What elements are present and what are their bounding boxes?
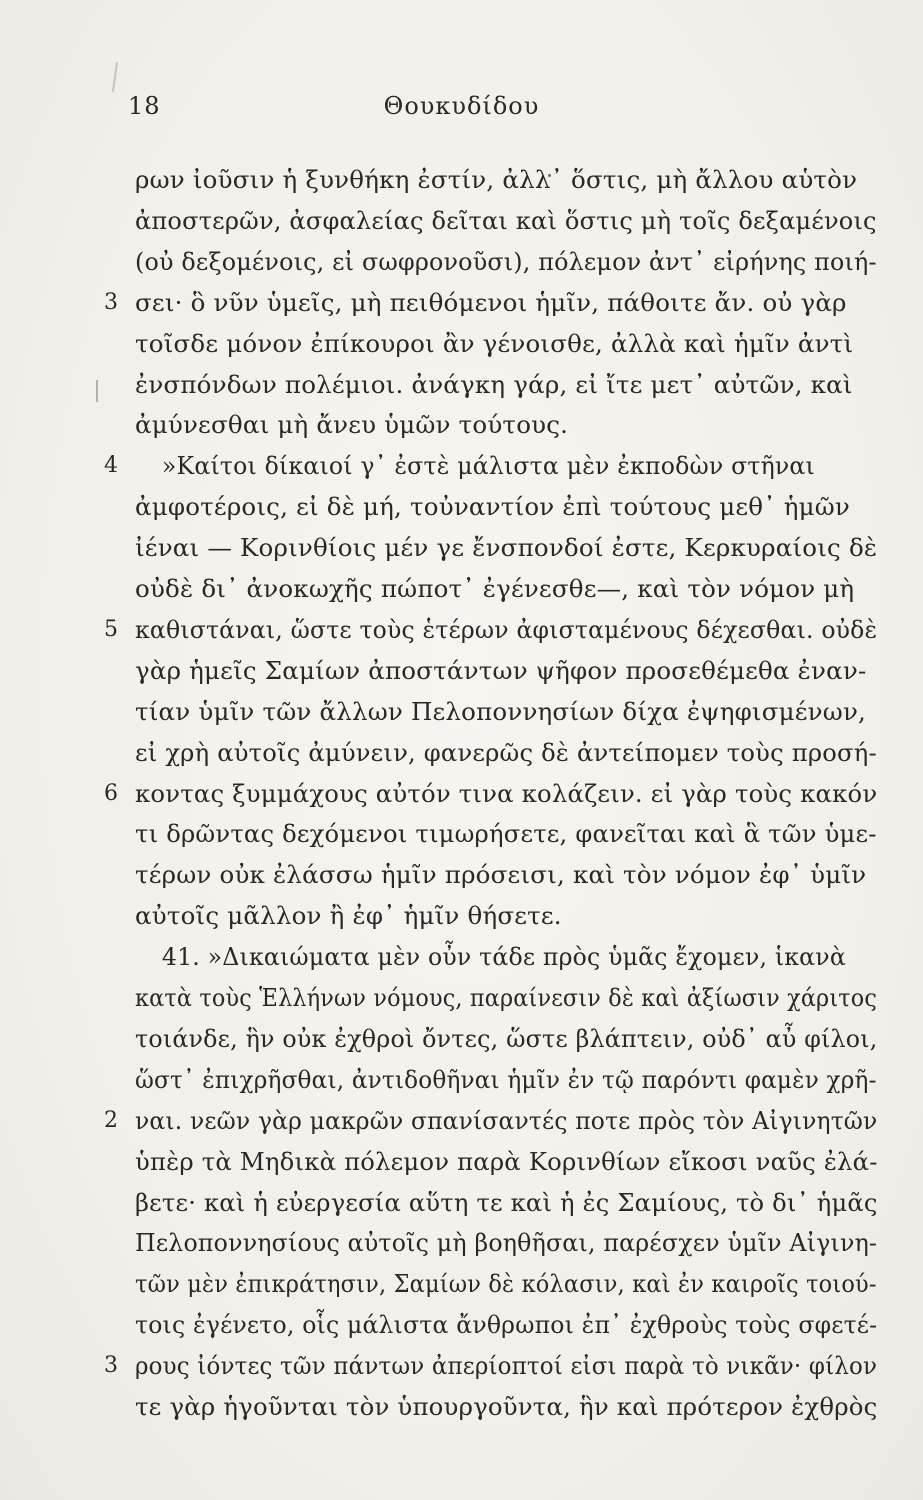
text-line: ὥστ᾿ ἐπιχρῆσθαι, ἀντιδοθῆναι ἡμῖν ἐν τῷ παρόντι φαμὲν χρῆ- — [135, 1065, 877, 1094]
edge-scratch-mark — [112, 62, 118, 92]
marginal-section-number: 4 — [104, 453, 118, 478]
text-line: Πελοποννησίους αὐτοῖς μὴ βοηθῆσαι, παρέσχεν ὑμῖν Αἰγινη- — [135, 1228, 878, 1257]
marginal-section-number: 6 — [104, 781, 118, 806]
page-number: 18 — [128, 92, 161, 120]
text-line: τέρων οὐκ ἐλάσσω ἡμῖν πρόσεισι, καὶ τὸν νόμον ἐφ᾿ ὑμῖν — [135, 860, 867, 889]
text-line: καθιστάναι, ὥστε τοὺς ἑτέρων ἀφισταμένους δέχεσθαι. οὐδὲ — [135, 615, 878, 644]
text-line: αὐτοῖς μᾶλλον ἢ ἐφ᾿ ἡμῖν θήσετε. — [135, 901, 562, 930]
text-line: (οὐ δεξομένοις, εἰ σωφρονοῦσι), πόλεμον ἀντ᾿ εἰρήνης ποιή- — [135, 247, 877, 276]
text-line: κοντας ξυμμάχους αὐτόν τινα κολάζειν. εἰ γὰρ τοὺς κακόν — [135, 779, 878, 808]
text-line: ἰέναι — Κορινθίοις μέν γε ἔνσπονδοί ἐστε, Κερκυραίοις δὲ — [135, 533, 878, 562]
marginal-section-number: 5 — [104, 617, 118, 642]
text-line: ἀποστερῶν, ἀσφαλείας δεῖται καὶ ὅστις μὴ τοῖς δεξαμένοις — [135, 206, 877, 235]
text-line: βετε· καὶ ἡ εὐεργεσία αὕτη τε καὶ ἡ ἐς Σαμίους, τὸ δι᾿ ἡμᾶς — [135, 1188, 878, 1217]
text-line: ρους ἰόντες τῶν πάντων ἀπερίοπτοί εἰσι παρὰ τὸ νικᾶν· φίλον — [135, 1351, 878, 1380]
text-line: σει· ὃ νῦν ὑμεῖς, μὴ πειθόμενοι ἡμῖν, πάθοιτε ἄν. οὐ γὰρ — [135, 288, 847, 317]
marginal-section-number: 2 — [104, 1108, 118, 1133]
text-line: τοῖσδε μόνον ἐπίκουροι ἂν γένοισθε, ἀλλὰ καὶ ἡμῖν ἀντὶ — [135, 329, 854, 358]
text-line: τι δρῶντας δεχόμενοι τιμωρήσετε, φανεῖται καὶ ἃ τῶν ὑμε- — [135, 819, 877, 848]
text-line: κατὰ τοὺς Ἑλλήνων νόμους, παραίνεσιν δὲ καὶ ἀξίωσιν χάριτος — [135, 983, 878, 1012]
text-line: τῶν μὲν ἐπικράτησιν, Σαμίων δὲ κόλασιν, καὶ ἐν καιροῖς τοιού- — [135, 1269, 877, 1298]
text-line: ἀμύνεσθαι μὴ ἄνευ ὑμῶν τούτους. — [135, 410, 569, 439]
text-line: ἐνσπόνδων πολέμιοι. ἀνάγκη γάρ, εἰ ἴτε μετ᾿ αὐτῶν, καὶ — [135, 370, 853, 399]
margin-scratch-mark — [96, 380, 98, 402]
text-line: τοιάνδε, ἣν οὐκ ἐχθροὶ ὄντες, ὥστε βλάπτειν, οὐδ᾿ αὖ φίλοι, — [135, 1024, 878, 1053]
text-line: εἰ χρὴ αὐτοῖς ἀμύνειν, φανερῶς δὲ ἀντείπομεν τοὺς προσή- — [135, 738, 877, 767]
text-line: ρων ἰοῦσιν ἡ ξυνθήκη ἐστίν, ἀλλ᾿ ὅστις, μὴ ἄλλου αὑτὸν — [135, 165, 858, 194]
text-line: γὰρ ἡμεῖς Σαμίων ἀποστάντων ψῆφον προσεθέμεθα ἐναν- — [135, 656, 867, 685]
text-line: τε γὰρ ἡγοῦνται τὸν ὑπουργοῦντα, ἣν καὶ πρότερον ἐχθρὸς — [135, 1392, 878, 1421]
text-line: τίαν ὑμῖν τῶν ἄλλων Πελοποννησίων δίχα ἐψηφισμένων, — [135, 697, 867, 726]
text-line: ὑπὲρ τὰ Μηδικὰ πόλεμον παρὰ Κορινθίων εἴκοσι ναῦς ἐλά- — [135, 1147, 878, 1176]
text-line: 41. »Δικαιώματα μὲν οὖν τάδε πρὸς ὑμᾶς ἔχομεν, ἱκανὰ — [161, 942, 846, 971]
marginal-section-number: 3 — [104, 1353, 118, 1378]
text-line: »Καίτοι δίκαιοί γ᾿ ἐστὲ μάλιστα μὲν ἐκποδὼν στῆναι — [161, 451, 815, 480]
running-title: Θουκυδίδου — [383, 92, 540, 120]
text-line: ἀμφοτέροις, εἰ δὲ μή, τοὐναντίον ἐπὶ τούτους μεθ᾿ ἡμῶν — [135, 492, 850, 521]
marginal-section-number: 3 — [104, 290, 118, 315]
text-line: ναι. νεῶν γὰρ μακρῶν σπανίσαντές ποτε πρὸς τὸν Αἰγινητῶν — [135, 1106, 878, 1135]
page-header — [0, 92, 923, 128]
text-line: τοις ἐγένετο, οἷς μάλιστα ἄνθρωποι ἐπ᾿ ἐχθροὺς τοὺς σφετέ- — [135, 1310, 878, 1339]
text-line: οὐδὲ δι᾿ ἀνοκωχῆς πώποτ᾿ ἐγένεσθε—, καὶ τὸν νόμον μὴ — [135, 574, 855, 603]
